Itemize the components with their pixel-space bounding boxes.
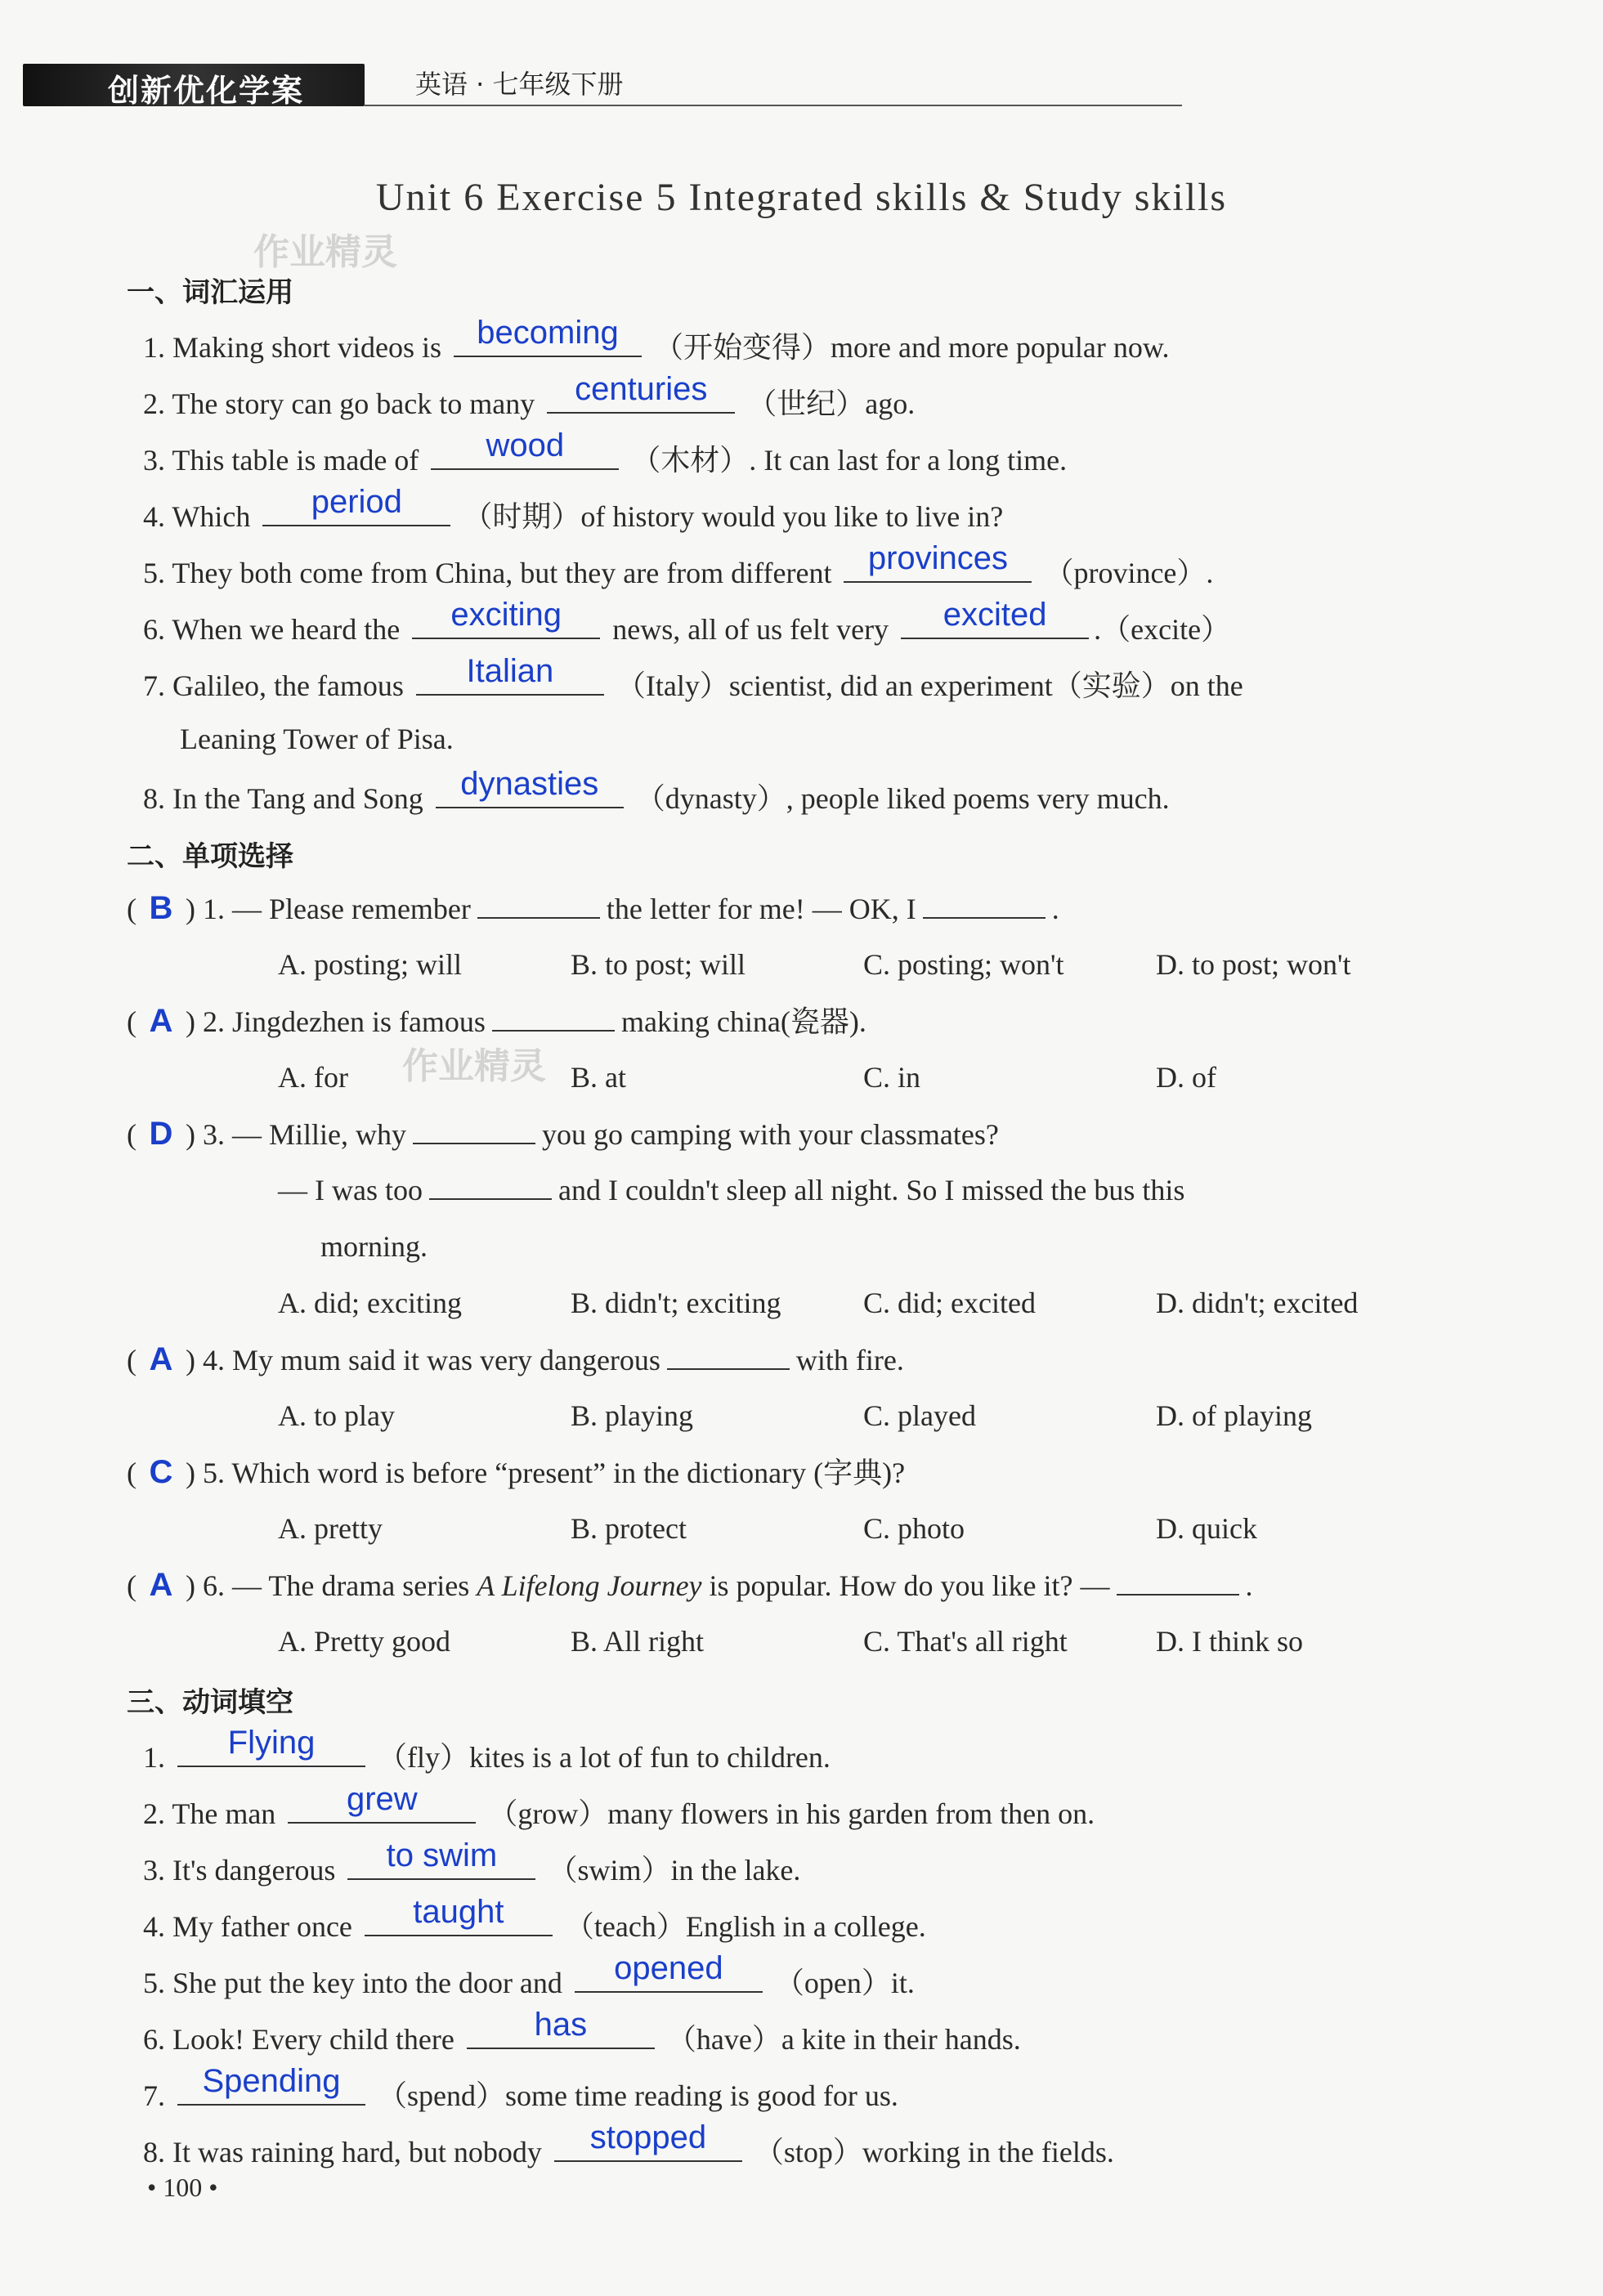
- item-text: （grow）many flowers in his garden from then on.: [488, 1797, 1095, 1830]
- stem-blank: [413, 1118, 535, 1144]
- option: C. posting; won't: [863, 948, 1064, 981]
- item-text: （开始变得）more and more popular now.: [654, 331, 1170, 364]
- item-number: 4.: [143, 500, 165, 533]
- handwritten-answer: grew: [346, 1781, 418, 1817]
- item-text: In the Tang and Song: [172, 782, 423, 815]
- option: D. of playing: [1156, 1399, 1312, 1432]
- item-text: — The drama series: [232, 1569, 470, 1602]
- item-text: and I couldn't sleep all night. So I missed the bus this: [557, 1174, 1185, 1206]
- paren-open: (: [127, 1457, 137, 1489]
- verb-item: [143, 1950, 915, 2003]
- option: C. That's all right: [863, 1625, 1068, 1658]
- answer-blank[interactable]: [454, 315, 642, 357]
- option: C. played: [863, 1399, 976, 1432]
- choice-question: [127, 1565, 1253, 1605]
- item-text: （spend）some time reading is good for us.: [378, 2079, 898, 2112]
- answer-blank[interactable]: [436, 766, 624, 808]
- vocab-item: [143, 371, 916, 423]
- item-text: （open）it.: [774, 1967, 915, 1999]
- item-text: （province）.: [1044, 557, 1214, 589]
- item-number: 5.: [143, 1967, 165, 1999]
- option: B. protect: [571, 1512, 687, 1545]
- option: A. did; exciting: [278, 1287, 462, 1319]
- vocab-item: [143, 653, 1243, 705]
- paren-open: (: [127, 893, 137, 925]
- verb-item: [143, 2063, 898, 2115]
- option: C. in: [863, 1061, 921, 1094]
- item-number: 8.: [143, 2136, 165, 2168]
- answer-blank[interactable]: [431, 427, 619, 470]
- item-number: 3.: [203, 1118, 225, 1151]
- item-number: 7.: [143, 2079, 165, 2112]
- choice-answer[interactable]: A: [149, 1341, 173, 1377]
- item-text: Look! Every child there: [172, 2023, 454, 2056]
- paren-close: ): [186, 1569, 195, 1602]
- item-text: She put the key into the door and: [172, 1967, 562, 1999]
- brand-logo: 创新优化学案: [108, 73, 305, 109]
- answer-blank[interactable]: [177, 1725, 365, 1767]
- item-text: The man: [172, 1797, 276, 1830]
- item-number: 4.: [143, 1910, 165, 1943]
- item-text: They both come from China, but they are from different: [172, 557, 832, 589]
- item-text: Which: [172, 500, 251, 533]
- answer-blank[interactable]: [365, 1894, 553, 1936]
- item-number: 6.: [143, 2023, 165, 2056]
- choice-question: [127, 1340, 904, 1380]
- verb-item: [143, 1894, 926, 1946]
- option: D. I think so: [1156, 1625, 1303, 1658]
- handwritten-answer: becoming: [477, 315, 619, 351]
- handwritten-answer: excited: [943, 597, 1047, 633]
- option: A. Pretty good: [278, 1625, 450, 1658]
- paren-open: (: [127, 1344, 137, 1376]
- item-text: news, all of us felt very: [612, 613, 889, 646]
- item-text: （stop）working in the fields.: [754, 2136, 1114, 2168]
- choice-question-continuation: morning.: [320, 1230, 428, 1263]
- answer-blank[interactable]: [547, 371, 735, 414]
- handwritten-answer: Flying: [227, 1725, 316, 1761]
- vocab-item: [143, 427, 1068, 480]
- page-header: [23, 60, 1535, 111]
- item-text: It was raining hard, but nobody: [172, 2136, 542, 2168]
- option: D. of: [1156, 1061, 1216, 1094]
- item-number: 6.: [143, 613, 165, 646]
- handwritten-answer: Spending: [202, 2063, 341, 2099]
- answer-blank[interactable]: [416, 653, 604, 696]
- item-number: 3.: [143, 1854, 165, 1886]
- item-number: 2.: [203, 1005, 225, 1038]
- handwritten-answer: has: [534, 2007, 588, 2043]
- drama-title: A Lifelong Journey: [477, 1569, 702, 1602]
- stem-blank: [923, 893, 1046, 919]
- option: C. photo: [863, 1512, 965, 1545]
- section-heading-verb: 三、动词填空: [127, 1686, 293, 1719]
- page-title: Unit 6 Exercise 5 Integrated skills & Study skills: [375, 176, 1228, 219]
- paren-close: ): [186, 1457, 195, 1489]
- answer-blank[interactable]: [412, 597, 600, 639]
- choice-answer[interactable]: D: [149, 1116, 173, 1152]
- handwritten-answer: stopped: [589, 2119, 707, 2155]
- item-text: Jingdezhen is famous: [232, 1005, 486, 1038]
- item-text: — Millie, why: [232, 1118, 406, 1151]
- stem-blank: [667, 1344, 790, 1370]
- choice-answer[interactable]: A: [149, 1003, 173, 1039]
- handwritten-answer: provinces: [867, 540, 1009, 576]
- watermark: 作业精灵: [402, 1045, 546, 1087]
- header-rule: [365, 105, 1182, 106]
- subject-label: 英语 · 七年级下册: [415, 69, 624, 100]
- item-number: 7.: [143, 669, 165, 702]
- answer-blank[interactable]: [347, 1837, 535, 1880]
- item-text: My father once: [172, 1910, 352, 1943]
- item-text: Which word is before “present” in the dictionary (字典)?: [231, 1457, 906, 1489]
- handwritten-answer: opened: [614, 1950, 723, 1986]
- choice-question: [127, 888, 1059, 929]
- item-number: 3.: [143, 444, 165, 477]
- choice-answer[interactable]: C: [149, 1454, 173, 1490]
- item-text: .（excite）: [1094, 613, 1231, 646]
- vocab-item: [143, 597, 1231, 649]
- item-text: This table is made of: [172, 444, 419, 477]
- item-number: 2.: [143, 1797, 165, 1830]
- verb-item: [143, 2007, 1021, 2059]
- paren-close: ): [186, 1344, 195, 1376]
- answer-blank[interactable]: [575, 1950, 763, 1993]
- choice-question: [127, 1001, 866, 1041]
- option: D. didn't; excited: [1156, 1287, 1359, 1319]
- item-text: the letter for me! — OK, I: [606, 893, 916, 925]
- answer-blank[interactable]: [262, 484, 450, 526]
- paren-close: ): [186, 1118, 195, 1151]
- item-text: It's dangerous: [172, 1854, 336, 1886]
- option: A. to play: [278, 1399, 395, 1432]
- item-text: （fly）kites is a lot of fun to children.: [378, 1741, 831, 1774]
- item-number: 4.: [203, 1344, 225, 1376]
- item-text: （dynasty）, people liked poems very much.: [635, 782, 1170, 815]
- item-text: My mum said it was very dangerous: [232, 1344, 660, 1376]
- option: A. pretty: [278, 1512, 383, 1545]
- option: B. at: [571, 1061, 626, 1094]
- item-text: （木材）. It can last for a long time.: [631, 444, 1068, 477]
- vocab-item: [143, 766, 1170, 818]
- item-text: （have）a kite in their hands.: [666, 2023, 1021, 2056]
- item-text: making china(瓷器).: [620, 1005, 866, 1038]
- section-heading-vocab: 一、词汇运用: [127, 276, 293, 309]
- stem-blank: [492, 1005, 615, 1032]
- option: B. didn't; exciting: [571, 1287, 781, 1319]
- item-text: — Please remember: [232, 893, 471, 925]
- item-number: 8.: [143, 782, 165, 815]
- vocab-item-continuation: Leaning Tower of Pisa.: [180, 723, 454, 755]
- choice-question: [127, 1114, 999, 1154]
- paren-close: ): [186, 893, 195, 925]
- item-number: 5.: [143, 557, 165, 589]
- item-text: When we heard the: [172, 613, 401, 646]
- brand-banner: [23, 64, 365, 109]
- item-text: （swim）in the lake.: [548, 1854, 801, 1886]
- answer-blank[interactable]: [467, 2007, 655, 2049]
- verb-item: [143, 2119, 1114, 2172]
- handwritten-answer: to swim: [386, 1837, 498, 1873]
- handwritten-answer: exciting: [450, 597, 562, 633]
- item-number: 1.: [143, 1741, 165, 1774]
- stem-blank: [1117, 1569, 1239, 1596]
- verb-item: [143, 1781, 1095, 1833]
- item-text: — I was too: [278, 1174, 423, 1206]
- handwritten-answer: Italian: [466, 653, 554, 689]
- item-text: The story can go back to many: [172, 387, 535, 420]
- item-text: with fire.: [795, 1344, 904, 1376]
- answer-blank[interactable]: [844, 540, 1032, 583]
- answer-blank[interactable]: [554, 2119, 742, 2162]
- section-heading-choice: 二、单项选择: [127, 840, 293, 873]
- paren-close: ): [186, 1005, 195, 1038]
- item-number: 1.: [203, 893, 225, 925]
- verb-item: [143, 1725, 831, 1777]
- option: B. to post; will: [571, 948, 746, 981]
- item-number: 6.: [203, 1569, 225, 1602]
- choice-question-continuation: [278, 1170, 1184, 1210]
- answer-blank[interactable]: [288, 1781, 476, 1824]
- choice-question: [127, 1452, 905, 1493]
- vocab-item: [143, 484, 1004, 536]
- handwritten-answer: dynasties: [460, 766, 599, 802]
- item-text: .: [1245, 1569, 1253, 1602]
- page-number: • 100 •: [147, 2173, 218, 2202]
- item-text: （Italy）scientist, did an experiment（实验）on the: [616, 669, 1243, 702]
- item-text: is popular. How do you like it? —: [709, 1569, 1110, 1602]
- verb-item: [143, 1837, 801, 1890]
- choice-answer[interactable]: B: [149, 890, 173, 926]
- option: B. All right: [571, 1625, 705, 1658]
- stem-blank: [477, 893, 600, 919]
- item-text: （世纪）ago.: [747, 387, 916, 420]
- item-number: 2.: [143, 387, 165, 420]
- paren-open: (: [127, 1569, 137, 1602]
- option: A. for: [278, 1061, 348, 1094]
- option: D. to post; won't: [1156, 948, 1351, 981]
- vocab-item: [143, 540, 1214, 593]
- item-text: you go camping with your classmates?: [542, 1118, 999, 1151]
- option: D. quick: [1156, 1512, 1257, 1545]
- item-number: 5.: [203, 1457, 225, 1489]
- paren-open: (: [127, 1118, 137, 1151]
- item-text: （teach）English in a college.: [564, 1910, 926, 1943]
- paren-open: (: [127, 1005, 137, 1038]
- choice-answer[interactable]: A: [149, 1567, 173, 1603]
- handwritten-answer: period: [311, 484, 402, 520]
- item-text: Galileo, the famous: [172, 669, 404, 702]
- watermark: 作业精灵: [253, 231, 397, 273]
- item-text: .: [1051, 893, 1059, 925]
- handwritten-answer: taught: [413, 1894, 504, 1930]
- stem-blank: [429, 1174, 552, 1200]
- item-text: Making short videos is: [172, 331, 441, 364]
- option: C. did; excited: [863, 1287, 1036, 1319]
- handwritten-answer: wood: [486, 427, 565, 463]
- item-number: 1.: [143, 331, 165, 364]
- vocab-item: [143, 315, 1170, 367]
- answer-blank[interactable]: [901, 597, 1089, 639]
- answer-blank[interactable]: [177, 2063, 365, 2106]
- item-text: （时期）of history would you like to live in?: [463, 500, 1004, 533]
- option: A. posting; will: [278, 948, 463, 981]
- handwritten-answer: centuries: [575, 371, 708, 407]
- option: B. playing: [571, 1399, 693, 1432]
